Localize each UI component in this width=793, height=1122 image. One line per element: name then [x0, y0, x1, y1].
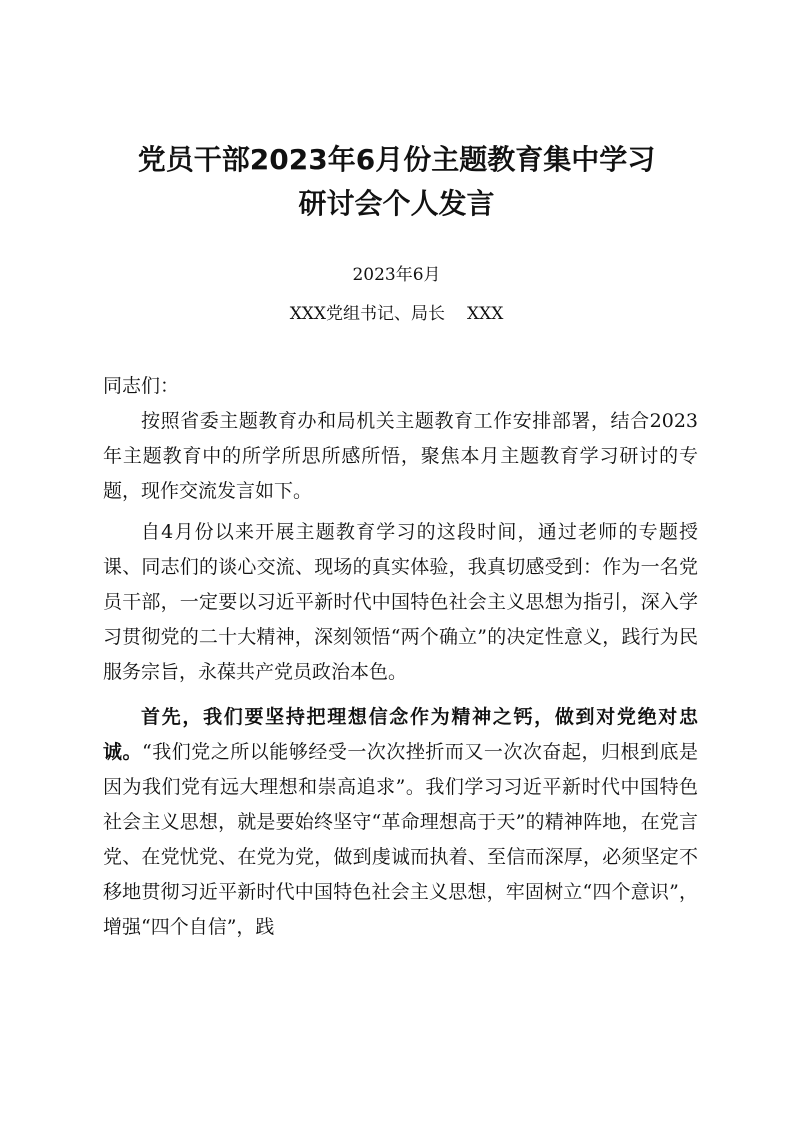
document-date: 2023年6月 [352, 265, 441, 285]
paragraph-reflection: 自4月份以来开展主题教育学习的这段时间，通过老师的专题授课、同志们的谈心交流、现场的真实体验，我真切感受到：作为一名党员干部，一定要以习近平新时代中国特色社会主义思想为指引，深入学习贯彻党的二十大精神，深刻领悟“两个确立”的决定性意义，践行为民服务宗旨，永葆共产党员政治本色。 [103, 521, 698, 683]
paragraph-first-point [103, 700, 698, 945]
author-name: XXX [467, 304, 504, 324]
author-line [0, 301, 793, 327]
first-point-text: “我们党之所以能够经受一次次挫折而又一次次奋起，归根到底是因为我们党有远大理想和崇高追求”。我们学习习近平新时代中国特色社会主义思想，就是要始终坚守“革命理想高于天”的精神阵地，在党言党、在党忧党、在党为党，做到虔诚而执着、至信而深厚，必须坚定不移地贯彻习近平新时代中国特色社会主义思想，牢固树立“四个意识”，增强“四个自信”，践 [103, 741, 698, 938]
author-role: XXX党组书记、局长 [289, 304, 445, 324]
salutation: 同志们： [103, 375, 180, 397]
document-body [103, 369, 698, 945]
document-title-line-2: 研讨会个人发言 [298, 187, 495, 220]
document-title-line-1: 党员干部2023年6月份主题教育集中学习 [137, 143, 656, 176]
paragraph-intro: 按照省委主题教育办和局机关主题教育工作安排部署，结合2023年主题教育中的所学所思所感所悟，聚焦本月主题教育学习研讨的专题，现作交流发言如下。 [103, 410, 698, 502]
first-point-heading: 首先，我们要坚持把理想信念作为精神之钙，做到对党绝对忠诚。 [103, 706, 698, 763]
